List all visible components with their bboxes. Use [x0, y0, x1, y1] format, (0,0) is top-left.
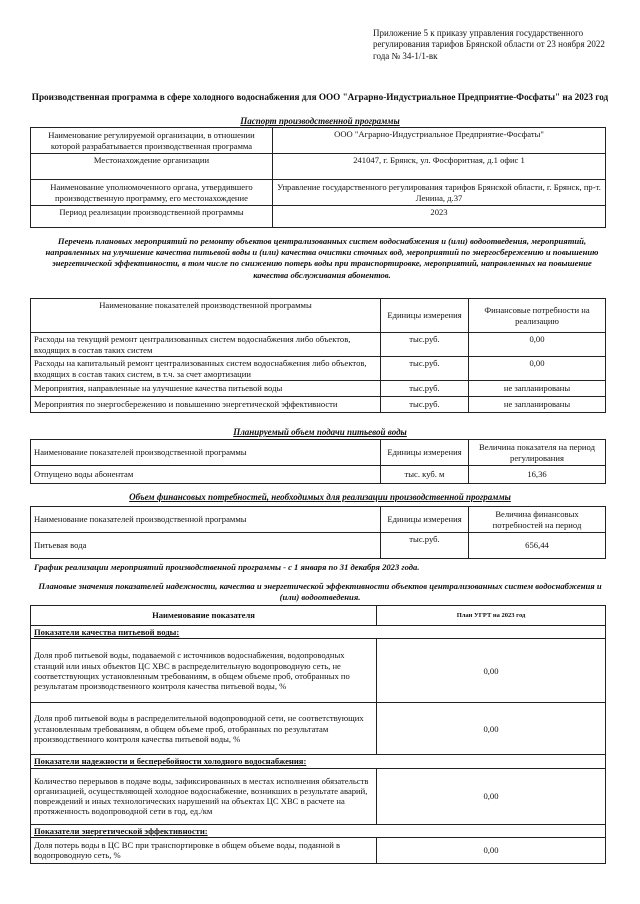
table-row: [31, 206, 606, 228]
measures-table: [30, 298, 606, 413]
row-label: Расходы на текущий ремонт централизованных систем водоснабжения либо объектов, входящих в состав таких систем: [31, 333, 381, 357]
row-label: Питьевая вода: [31, 533, 381, 559]
group-row: [31, 626, 606, 639]
header-cell: Наименование показателей производственной программы: [31, 507, 381, 533]
table-row: [31, 507, 606, 533]
header-cell: Величина финансовых потребностей на период: [469, 507, 606, 533]
header-cell: Величина показателя на период регулирования: [469, 440, 606, 466]
passport-label: Наименование уполномоченного органа, утвердившего производственную программу, его местонахождение: [31, 180, 273, 206]
indicators-table: [30, 605, 606, 864]
table-row: [31, 333, 606, 357]
header-cell: Единицы измерения: [381, 507, 469, 533]
table-row: [31, 639, 606, 703]
table-row: [31, 703, 606, 755]
indicator-label: Количество перерывов в подаче воды, зафиксированных в местах исполнения обязательств организацией, осуществляющей холодное водоснабжение, возникших в результате аварий, повреждений и иных технологических нарушений на объектах ЦС ХВС в расчете на протяженность водопроводной сети в год, ед./км: [31, 768, 377, 824]
finance-table: [30, 506, 606, 559]
table-row: [31, 837, 606, 863]
group-title: Показатели надежности и бесперебойности холодного водоснабжения:: [31, 755, 606, 768]
row-label: Расходы на капитальный ремонт централизованных систем водоснабжения либо объектов, входящих в состав таких систем, в т.ч. за счет амортизации: [31, 357, 381, 381]
indicator-value: 0,00: [377, 837, 606, 863]
table-row: [31, 381, 606, 397]
volume-table: [30, 439, 606, 484]
table-row: [31, 357, 606, 381]
table-row: [31, 466, 606, 484]
header-cell: Наименование показателей производственной программы: [31, 440, 381, 466]
table-row: [31, 768, 606, 824]
header-cell: Наименование показателя: [31, 606, 377, 626]
row-label: Мероприятия, направленные на улучшение качества питьевой воды: [31, 381, 381, 397]
measures-intro: Перечень плановых мероприятий по ремонту объектов централизованных систем водоснабжения и (или) водоотведения, мероприятий, направленных на улучшение качества питьевой воды и (или) качества очистки сточных вод, мероприятий по энергосбережению и повышению энергетической эффективности, в том числе по снижению потерь воды при транспортировке, мероприятий, направленных на повышение качества обслуживания абонентов.: [45, 236, 599, 280]
unit-cell: тыс.руб.: [381, 533, 469, 559]
indicator-value: 0,00: [377, 768, 606, 824]
value-cell: 0,00: [469, 333, 606, 357]
passport-value: 241047, г. Брянск, ул. Фосфоритная, д.1 офис 1: [273, 154, 606, 180]
volume-heading: Планируемый объем подачи питьевой воды: [233, 427, 407, 437]
unit-cell: тыс. куб. м: [381, 466, 469, 484]
group-title: Показатели качества питьевой воды:: [31, 626, 606, 639]
indicators-heading: Плановые значения показателей надежности, качества и энергетической эффективности объектов централизованных систем водоснабжения и (или) водоотведения.: [38, 581, 602, 603]
unit-cell: тыс.руб.: [381, 333, 469, 357]
group-row: [31, 755, 606, 768]
passport-value: 2023: [273, 206, 606, 228]
value-cell: не запланированы: [469, 397, 606, 413]
value-cell: 656,44: [469, 533, 606, 559]
table-row: [31, 606, 606, 626]
unit-cell: тыс.руб.: [381, 357, 469, 381]
header-cell: Наименование показателей производственной программы: [31, 299, 381, 333]
value-cell: 16,36: [469, 466, 606, 484]
passport-value: ООО "Аграрно-Индустриальное Предприятие-Фосфаты": [273, 128, 606, 154]
group-row: [31, 824, 606, 837]
value-cell: 0,00: [469, 357, 606, 381]
table-row: [31, 397, 606, 413]
header-cell: Единицы измерения: [381, 440, 469, 466]
header-cell: План УГРТ на 2023 год: [377, 606, 606, 626]
schedule-note: График реализации мероприятий производственной программы - с 1 января по 31 декабря 2023 года.: [34, 562, 420, 572]
table-row: [31, 154, 606, 180]
table-row: [31, 299, 606, 333]
passport-table: [30, 127, 606, 228]
indicator-value: 0,00: [377, 703, 606, 755]
unit-cell: тыс.руб.: [381, 397, 469, 413]
value-cell: не запланированы: [469, 381, 606, 397]
table-row: [31, 533, 606, 559]
indicator-value: 0,00: [377, 639, 606, 703]
passport-label: Местонахождение организации: [31, 154, 273, 180]
passport-label: Период реализации производственной программы: [31, 206, 273, 228]
header-cell: Единицы измерения: [381, 299, 469, 333]
header-cell: Финансовые потребности на реализацию: [469, 299, 606, 333]
group-title: Показатели энергетической эффективности:: [31, 824, 606, 837]
indicator-label: Доля потерь воды в ЦС ВС при транспортировке в общем объеме воды, поданной в водопроводную сеть, %: [31, 837, 377, 863]
indicator-label: Доля проб питьевой воды, подаваемой с источников водоснабжения, водопроводных станций или иных объектов ЦС ХВС в распределительную водопроводную сеть, не соответствующих установленным требованиям, в общем объеме проб, отобранных по результатам производственного контроля качества питьевой воды, %: [31, 639, 377, 703]
passport-label: Наименование регулируемой организации, в отношении которой разрабатывается производственная программа: [31, 128, 273, 154]
table-row: [31, 128, 606, 154]
unit-cell: тыс.руб.: [381, 381, 469, 397]
appendix-note: Приложение 5 к приказу управления государственного регулирования тарифов Брянской области от 23 ноября 2022 года № 34-1/1-вк: [373, 28, 605, 61]
table-row: [31, 440, 606, 466]
row-label: Мероприятия по энергосбережению и повышению энергетической эффективности: [31, 397, 381, 413]
table-row: [31, 180, 606, 206]
passport-heading: Паспорт производственной программы: [240, 116, 400, 126]
row-label: Отпущено воды абонентам: [31, 466, 381, 484]
finance-heading: Объем финансовых потребностей, необходимых для реализации производственной программы: [129, 492, 511, 502]
indicator-label: Доля проб питьевой воды в распределительной водопроводной сети, не соответствующих установленным требованиям, в общем объеме проб, отобранных по результатам производственного контроля качества питьевой воды, %: [31, 703, 377, 755]
page-title: Производственная программа в сфере холодного водоснабжения для ООО "Аграрно-Индустриальное Предприятие-Фосфаты" на 2023 год: [31, 92, 609, 102]
passport-value: Управление государственного регулирования тарифов Брянской области, г. Брянск, пр-т. Ленина, д.37: [273, 180, 606, 206]
